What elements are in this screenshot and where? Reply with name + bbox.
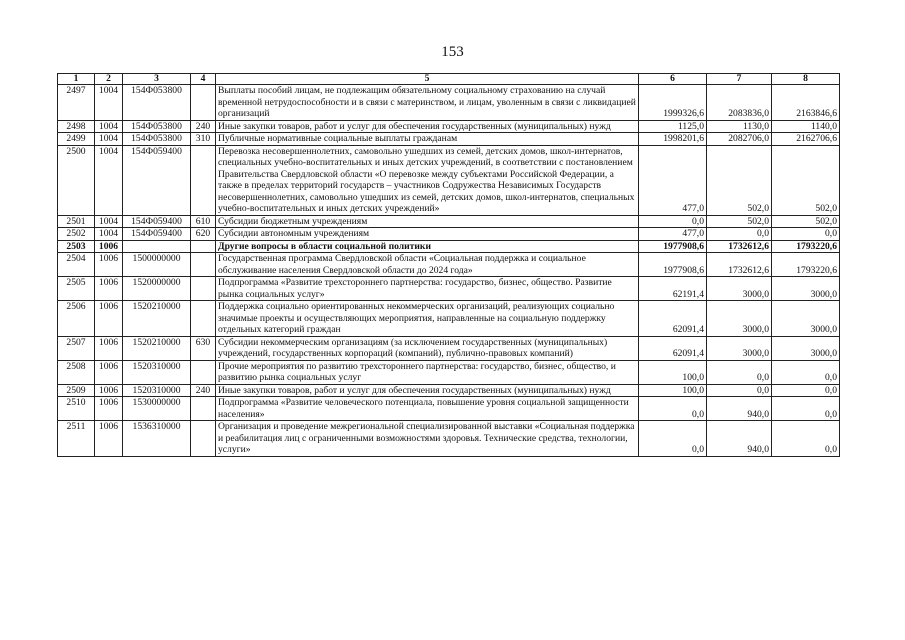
section-code: 1004 xyxy=(95,145,123,215)
col-header: 6 xyxy=(639,74,707,85)
target-article-code: 1520000000 xyxy=(123,277,191,301)
value-year-3: 0,0 xyxy=(772,421,840,457)
target-article-code xyxy=(123,240,191,253)
expense-type-code: 310 xyxy=(191,133,216,146)
section-code: 1006 xyxy=(95,421,123,457)
table-body xyxy=(58,85,840,457)
value-year-3: 3000,0 xyxy=(772,336,840,360)
section-code: 1004 xyxy=(95,85,123,121)
value-year-2: 0,0 xyxy=(707,228,772,241)
table-row xyxy=(58,240,840,253)
target-article-code: 1520310000 xyxy=(123,384,191,397)
table-row xyxy=(58,120,840,133)
value-year-1: 100,0 xyxy=(639,384,707,397)
value-year-2: 940,0 xyxy=(707,397,772,421)
row-number: 2498 xyxy=(58,120,95,133)
target-article-code: 154Ф059400 xyxy=(123,145,191,215)
expense-type-code: 240 xyxy=(191,120,216,133)
header-row xyxy=(58,74,840,85)
table-row xyxy=(58,336,840,360)
row-description: Субсидии бюджетным учреждениям xyxy=(216,215,639,228)
table-row xyxy=(58,228,840,241)
table-row xyxy=(58,421,840,457)
row-description: Публичные нормативные социальные выплаты гражданам xyxy=(216,133,639,146)
row-description: Государственная программа Свердловской области «Социальная поддержка и социальное обслуживание населения Свердловской области до 2024 года» xyxy=(216,253,639,277)
budget-table xyxy=(57,73,840,457)
section-code: 1006 xyxy=(95,277,123,301)
target-article-code: 1530000000 xyxy=(123,397,191,421)
value-year-2: 502,0 xyxy=(707,215,772,228)
row-number: 2504 xyxy=(58,253,95,277)
target-article-code: 1536310000 xyxy=(123,421,191,457)
target-article-code: 1520310000 xyxy=(123,360,191,384)
value-year-1: 1998201,6 xyxy=(639,133,707,146)
value-year-2: 502,0 xyxy=(707,145,772,215)
target-article-code: 1500000000 xyxy=(123,253,191,277)
expense-type-code: 630 xyxy=(191,336,216,360)
section-code: 1006 xyxy=(95,253,123,277)
row-description: Иные закупки товаров, работ и услуг для обеспечения государственных (муниципальных) нужд xyxy=(216,120,639,133)
expense-type-code xyxy=(191,85,216,121)
value-year-1: 62091,4 xyxy=(639,336,707,360)
expense-type-code xyxy=(191,397,216,421)
row-number: 2501 xyxy=(58,215,95,228)
row-number: 2508 xyxy=(58,360,95,384)
expense-type-code xyxy=(191,277,216,301)
row-description: Перевозка несовершеннолетних, самовольно ушедших из семей, детских домов, школ-интернатов, специальных учебно-воспитательных и иных детских учреждений, в соответствии с постановлением Правительства Свердловской области «О перевозке между субъектами Российской Федерации, а также в пределах территорий государств – участников Содружества Независимых Государств несовершеннолетних, самовольно ушедших из семей, детских домов, школ-интернатов, специальных учебно-воспитательных и иных детских учреждений» xyxy=(216,145,639,215)
table-row xyxy=(58,360,840,384)
row-number: 2499 xyxy=(58,133,95,146)
section-code: 1006 xyxy=(95,336,123,360)
row-number: 2497 xyxy=(58,85,95,121)
value-year-1: 100,0 xyxy=(639,360,707,384)
value-year-1: 1977908,6 xyxy=(639,240,707,253)
value-year-3: 0,0 xyxy=(772,384,840,397)
row-description: Субсидии некоммерческим организациям (за исключением государственных (муниципальных) учреждений, государственных корпораций (компаний), публично-правовых компаний) xyxy=(216,336,639,360)
value-year-1: 1977908,6 xyxy=(639,253,707,277)
row-description: Подпрограмма «Развитие человеческого потенциала, повышение уровня социальной защищенности населения» xyxy=(216,397,639,421)
section-code: 1006 xyxy=(95,240,123,253)
expense-type-code: 610 xyxy=(191,215,216,228)
value-year-3: 0,0 xyxy=(772,228,840,241)
table-row xyxy=(58,85,840,121)
section-code: 1004 xyxy=(95,215,123,228)
section-code: 1006 xyxy=(95,384,123,397)
table-row xyxy=(58,277,840,301)
expense-type-code: 620 xyxy=(191,228,216,241)
expense-type-code xyxy=(191,421,216,457)
value-year-2: 0,0 xyxy=(707,384,772,397)
value-year-1: 62091,4 xyxy=(639,301,707,337)
row-description: Выплаты пособий лицам, не подлежащим обязательному социальному страхованию на случай временной нетрудоспособности и в связи с материнством, и лицам, уволенным в связи с ликвидацией организаций xyxy=(216,85,639,121)
expense-type-code xyxy=(191,240,216,253)
row-description: Субсидии автономным учреждениям xyxy=(216,228,639,241)
row-description: Иные закупки товаров, работ и услуг для обеспечения государственных (муниципальных) нужд xyxy=(216,384,639,397)
value-year-1: 62191,4 xyxy=(639,277,707,301)
col-header: 7 xyxy=(707,74,772,85)
row-number: 2502 xyxy=(58,228,95,241)
col-header: 8 xyxy=(772,74,840,85)
value-year-3: 3000,0 xyxy=(772,301,840,337)
row-number: 2503 xyxy=(58,240,95,253)
value-year-1: 0,0 xyxy=(639,421,707,457)
value-year-1: 0,0 xyxy=(639,215,707,228)
row-description: Подпрограмма «Развитие трехстороннего партнерства: государство, бизнес, общество. Развитие рынка социальных услуг» xyxy=(216,277,639,301)
expense-type-code: 240 xyxy=(191,384,216,397)
table-row xyxy=(58,253,840,277)
expense-type-code xyxy=(191,301,216,337)
value-year-1: 477,0 xyxy=(639,228,707,241)
expense-type-code xyxy=(191,360,216,384)
value-year-2: 3000,0 xyxy=(707,277,772,301)
target-article-code: 154Ф053800 xyxy=(123,85,191,121)
value-year-2: 2082706,0 xyxy=(707,133,772,146)
row-number: 2510 xyxy=(58,397,95,421)
row-number: 2509 xyxy=(58,384,95,397)
table-row xyxy=(58,145,840,215)
value-year-2: 1130,0 xyxy=(707,120,772,133)
section-code: 1006 xyxy=(95,360,123,384)
row-description: Организация и проведение межрегиональной специализированной выставки «Социальная поддержка и реабилитация лиц с ограниченными возможностями здоровья. Технические средства, технологии, услуги» xyxy=(216,421,639,457)
target-article-code: 154Ф053800 xyxy=(123,120,191,133)
col-header: 3 xyxy=(123,74,191,85)
value-year-2: 3000,0 xyxy=(707,336,772,360)
section-code: 1004 xyxy=(95,228,123,241)
table-row xyxy=(58,215,840,228)
value-year-1: 1125,0 xyxy=(639,120,707,133)
value-year-3: 2163846,6 xyxy=(772,85,840,121)
section-code: 1006 xyxy=(95,301,123,337)
col-header: 5 xyxy=(216,74,639,85)
expense-type-code xyxy=(191,253,216,277)
row-number: 2511 xyxy=(58,421,95,457)
value-year-3: 0,0 xyxy=(772,360,840,384)
section-code: 1004 xyxy=(95,120,123,133)
table-row xyxy=(58,133,840,146)
table-row xyxy=(58,384,840,397)
row-description: Прочие мероприятия по развитию трехстороннего партнерства: государство, бизнес, общество, и развитию рынка социальных услуг xyxy=(216,360,639,384)
target-article-code: 154Ф059400 xyxy=(123,215,191,228)
row-description: Поддержка социально ориентированных некоммерческих организаций, реализующих социально значимые проекты и осуществляющих мероприятия, направленные на социальную поддержку отдельных категорий граждан xyxy=(216,301,639,337)
value-year-2: 3000,0 xyxy=(707,301,772,337)
value-year-2: 2083836,0 xyxy=(707,85,772,121)
table-row xyxy=(58,397,840,421)
row-number: 2506 xyxy=(58,301,95,337)
row-description: Другие вопросы в области социальной политики xyxy=(216,240,639,253)
col-header: 1 xyxy=(58,74,95,85)
value-year-2: 1732612,6 xyxy=(707,253,772,277)
value-year-3: 502,0 xyxy=(772,215,840,228)
value-year-2: 0,0 xyxy=(707,360,772,384)
row-number: 2500 xyxy=(58,145,95,215)
value-year-2: 1732612,6 xyxy=(707,240,772,253)
value-year-3: 1140,0 xyxy=(772,120,840,133)
target-article-code: 154Ф059400 xyxy=(123,228,191,241)
value-year-2: 940,0 xyxy=(707,421,772,457)
section-code: 1004 xyxy=(95,133,123,146)
section-code: 1006 xyxy=(95,397,123,421)
value-year-3: 3000,0 xyxy=(772,277,840,301)
value-year-1: 477,0 xyxy=(639,145,707,215)
value-year-1: 1999326,6 xyxy=(639,85,707,121)
value-year-1: 0,0 xyxy=(639,397,707,421)
value-year-3: 1793220,6 xyxy=(772,253,840,277)
page-number: 153 xyxy=(441,44,464,60)
row-number: 2505 xyxy=(58,277,95,301)
target-article-code: 1520210000 xyxy=(123,336,191,360)
expense-type-code xyxy=(191,145,216,215)
target-article-code: 1520210000 xyxy=(123,301,191,337)
col-header: 2 xyxy=(95,74,123,85)
col-header: 4 xyxy=(191,74,216,85)
value-year-3: 0,0 xyxy=(772,397,840,421)
value-year-3: 1793220,6 xyxy=(772,240,840,253)
value-year-3: 502,0 xyxy=(772,145,840,215)
value-year-3: 2162706,6 xyxy=(772,133,840,146)
row-number: 2507 xyxy=(58,336,95,360)
table-row xyxy=(58,301,840,337)
target-article-code: 154Ф053800 xyxy=(123,133,191,146)
